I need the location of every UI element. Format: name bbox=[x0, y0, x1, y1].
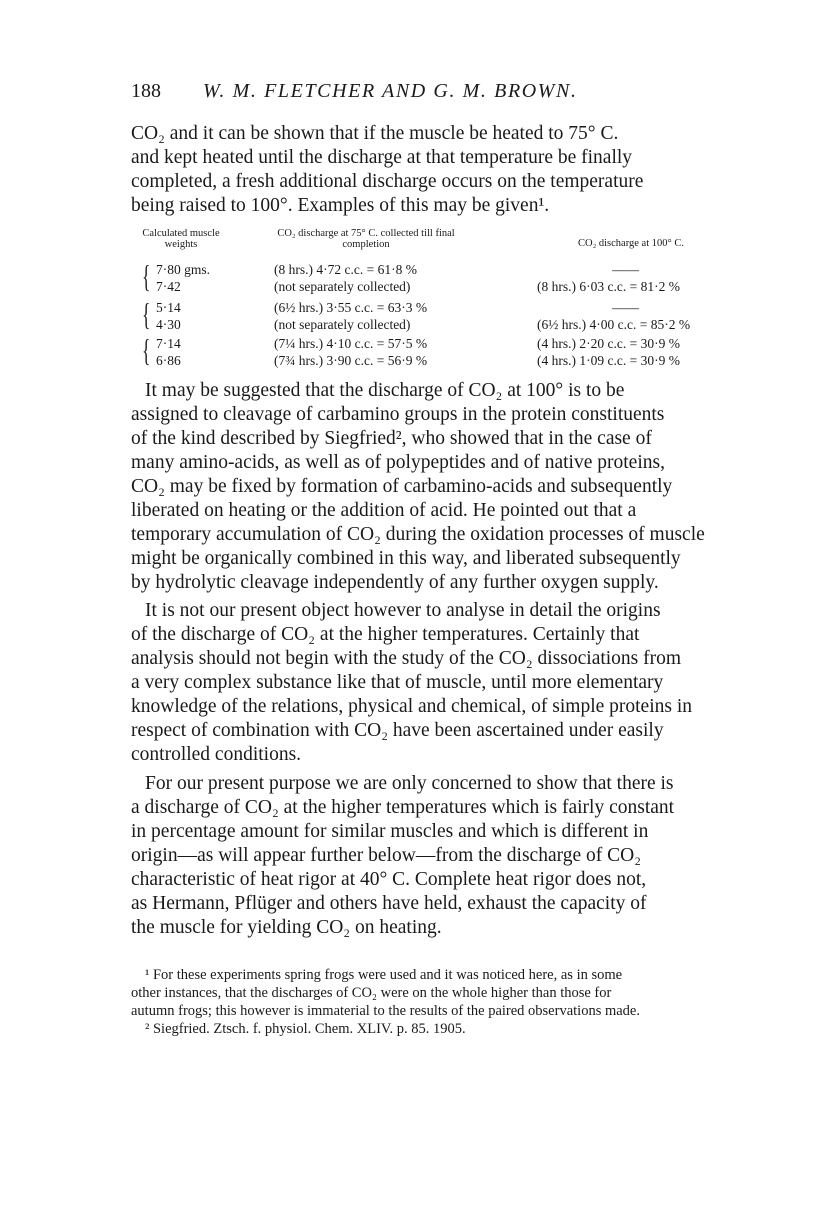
text-line: It may be suggested that the discharge of CO₂ at 100° is to be bbox=[145, 380, 625, 401]
discharge-100c-cell: (8 hrs.) 6·03 c.c. = 81·2 % bbox=[537, 279, 680, 294]
text-line: of the discharge of CO₂ at the higher temperatures. Certainly that bbox=[131, 624, 640, 645]
discharge-100c-cell: —— bbox=[612, 300, 639, 315]
discharge-75c-cell: (7¼ hrs.) 4·10 c.c. = 57·5 % bbox=[274, 336, 428, 351]
footnotes bbox=[131, 966, 725, 1038]
text-line: and kept heated until the discharge at that temperature be finally bbox=[131, 147, 633, 168]
weight-cell: 6·86 bbox=[156, 353, 181, 368]
column-header-weights: Calculated muscle weights bbox=[142, 228, 220, 250]
text-line: characteristic of heat rigor at 40° C. Complete heat rigor does not, bbox=[131, 869, 647, 890]
discharge-100c-cell: (6½ hrs.) 4·00 c.c. = 85·2 % bbox=[537, 317, 691, 332]
discharge-75c-cell: (7¾ hrs.) 3·90 c.c. = 56·9 % bbox=[274, 353, 428, 368]
text-line: liberated on heating or the addition of acid. He pointed out that a bbox=[131, 500, 637, 521]
weight-cell: 7·42 bbox=[156, 279, 181, 294]
text-line: as Hermann, Pflüger and others have held, exhaust the capacity of bbox=[131, 893, 647, 914]
co2-discharge-table bbox=[131, 228, 726, 368]
footnote-2: ² Siegfried. Ztsch. f. physiol. Chem. XLIV. p. 85. 1905. bbox=[145, 1021, 466, 1037]
page-header bbox=[131, 80, 726, 110]
text-line: by hydrolytic cleavage independently of any further oxygen supply. bbox=[131, 572, 659, 593]
text-line: of the kind described by Siegfried², who showed that in the case of bbox=[131, 428, 652, 449]
text-line: assigned to cleavage of carbamino groups in the protein constituents bbox=[131, 404, 665, 425]
weight-cell: 5·14 bbox=[156, 300, 181, 315]
text-line: temporary accumulation of CO₂ during the oxidation processes of muscle bbox=[131, 524, 705, 545]
text-line: origin—as will appear further below—from the discharge of CO₂ bbox=[131, 845, 642, 866]
text-line: respect of combination with CO₂ have been ascertained under easily bbox=[131, 720, 664, 741]
discharge-75c-cell: (not separately collected) bbox=[274, 317, 411, 332]
paragraph-intro bbox=[131, 122, 725, 218]
weight-cell: 7·14 bbox=[156, 336, 181, 351]
discharge-100c-cell: (4 hrs.) 2·20 c.c. = 30·9 % bbox=[537, 336, 680, 351]
discharge-75c-cell: (6½ hrs.) 3·55 c.c. = 63·3 % bbox=[274, 300, 428, 315]
page-number: 188 bbox=[131, 80, 161, 102]
running-title: W. M. FLETCHER AND G. M. BROWN. bbox=[203, 80, 578, 102]
text-line: might be organically combined in this way, and liberated subsequently bbox=[131, 548, 681, 569]
discharge-100c-cell: —— bbox=[612, 262, 639, 277]
text-line: CO₂ and it can be shown that if the muscle be heated to 75° C. bbox=[131, 123, 619, 144]
text-line: the muscle for yielding CO₂ on heating. bbox=[131, 917, 442, 938]
brace-group-3: { bbox=[142, 332, 151, 368]
weight-cell: 7·80 gms. bbox=[156, 262, 210, 277]
text-line: knowledge of the relations, physical and chemical, of simple proteins in bbox=[131, 696, 693, 717]
text-line: many amino-acids, as well as of polypeptides and of native proteins, bbox=[131, 452, 665, 473]
text-line: For our present purpose we are only concerned to show that there is bbox=[145, 773, 674, 794]
discharge-75c-cell: (not separately collected) bbox=[274, 279, 411, 294]
weight-cell: 4·30 bbox=[156, 317, 181, 332]
footnote-1-line: other instances, that the discharges of CO₂ were on the whole higher than those for bbox=[131, 985, 612, 1001]
text-line: in percentage amount for similar muscles and which is different in bbox=[131, 821, 649, 842]
discharge-100c-cell: (4 hrs.) 1·09 c.c. = 30·9 % bbox=[537, 353, 680, 368]
text-line: controlled conditions. bbox=[131, 744, 302, 765]
text-line: analysis should not begin with the study of the CO₂ dissociations from bbox=[131, 648, 682, 669]
discharge-75c-cell: (8 hrs.) 4·72 c.c. = 61·8 % bbox=[274, 262, 417, 277]
footnote-1-line: autumn frogs; this however is immaterial to the results of the paired observations made. bbox=[131, 1003, 640, 1019]
footnote-1-line: ¹ For these experiments spring frogs were used and it was noticed here, as in some bbox=[145, 967, 623, 983]
text-line: CO₂ may be fixed by formation of carbamino-acids and subsequently bbox=[131, 476, 673, 497]
paragraph-carbamino bbox=[131, 379, 725, 595]
column-header-100c: CO₂ discharge at 100° C. bbox=[578, 238, 684, 249]
text-line: a very complex substance like that of muscle, until more elementary bbox=[131, 672, 664, 693]
text-line: It is not our present object however to analyse in detail the origins bbox=[145, 600, 661, 621]
brace-group-1: { bbox=[142, 258, 151, 294]
brace-group-2: { bbox=[142, 296, 151, 332]
paragraph-purpose bbox=[131, 772, 725, 940]
column-header-75c: CO₂ discharge at 75° C. collected till final completion bbox=[277, 228, 455, 250]
text-line: a discharge of CO₂ at the higher temperatures which is fairly constant bbox=[131, 797, 675, 818]
text-line: being raised to 100°. Examples of this may be given¹. bbox=[131, 195, 550, 216]
paragraph-origins bbox=[131, 599, 725, 767]
text-line: completed, a fresh additional discharge occurs on the temperature bbox=[131, 171, 644, 192]
